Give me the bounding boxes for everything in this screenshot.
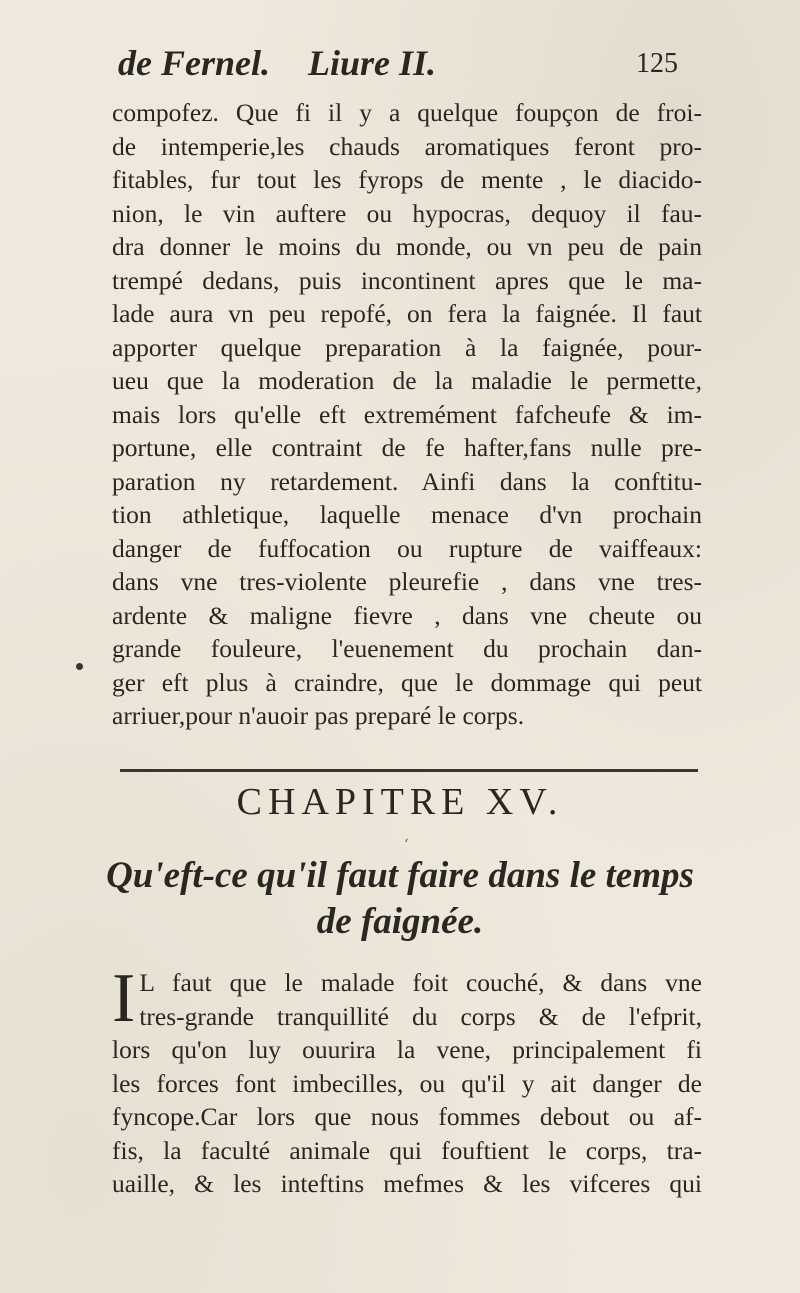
text-line: ueu que la moderation de la maladie le permette,	[112, 366, 702, 395]
top-paragraph	[112, 96, 702, 733]
text-line: lade aura vn peu repofé, on fera la faignée. Il faut	[112, 299, 702, 328]
text-line: danger de fuffocation ou rupture de vaiffeaux:	[112, 533, 702, 563]
text-line: dans vne tres-violente pleurefie , dans vne tres-	[112, 567, 702, 596]
text-line: uaille, & les inteftins mefmes & les vifceres qui	[112, 1169, 702, 1198]
text-line: fitables, fur tout les fyrops de mente , le diacido-	[112, 165, 702, 194]
text-line: paration ny retardement. Ainfi dans la conftitu-	[112, 466, 702, 496]
text-line: L faut que le malade foit couché, & dans vne	[139, 968, 702, 997]
running-head-book: Liure II.	[308, 43, 437, 83]
text-line: dra donner le moins du monde, ou vn peu de pain	[112, 232, 702, 261]
text-line: grande fouleure, l'euenement du prochain dan-	[112, 634, 702, 663]
text-line: fyncope.Car lors que nous fommes debout ou af-	[112, 1102, 702, 1131]
section-rule	[120, 769, 698, 772]
ornament-mark: ‘	[404, 837, 409, 853]
text-line: tres-grande tranquillité du corps & de l'efprit,	[139, 1001, 702, 1031]
drop-cap: I	[112, 960, 136, 1037]
text-line: les forces font imbecilles, ou qu'il y ait danger de	[112, 1068, 702, 1098]
text-line: tion athletique, laquelle menace d'vn prochain	[112, 500, 702, 529]
text-line: mais lors qu'elle eft extremément fafcheufe & im-	[112, 399, 702, 429]
text-line: arriuer,pour n'auoir pas preparé le corps.	[112, 701, 525, 730]
chapter-subtitle-continued: de faignée.	[316, 901, 484, 942]
text-line: compofez. Que fi il y a quelque foupçon de froi-	[112, 98, 702, 127]
text-line: ger eft plus à craindre, que le dommage qui peut	[112, 667, 702, 697]
text-line: apporter quelque preparation à la faignée, pour-	[112, 332, 702, 362]
running-head	[118, 42, 678, 94]
chapter-subtitle: Qu'eft-ce qu'il faut faire dans le temps	[106, 855, 694, 896]
text-line: de intemperie,les chauds aromatiques feront pro-	[112, 131, 702, 161]
chapter-heading: CHAPITRE XV.	[236, 781, 564, 823]
bottom-paragraph	[112, 960, 702, 1201]
text-line: trempé dedans, puis incontinent apres que le ma-	[112, 265, 702, 295]
text-line: nion, le vin auftere ou hypocras, dequoy il fau-	[112, 198, 702, 228]
margin-mark	[76, 663, 83, 670]
text-line: portune, elle contraint de fe hafter,fans nulle pre-	[112, 433, 702, 462]
running-head-author: de Fernel.	[118, 43, 270, 83]
page-number: 125	[636, 48, 678, 79]
text-line: ardente & maligne fievre , dans vne cheute ou	[112, 600, 702, 630]
text-line: fis, la faculté animale qui fouftient le corps, tra-	[112, 1135, 702, 1165]
text-line: lors qu'on luy ouurira la vene, principalement fi	[112, 1035, 702, 1064]
